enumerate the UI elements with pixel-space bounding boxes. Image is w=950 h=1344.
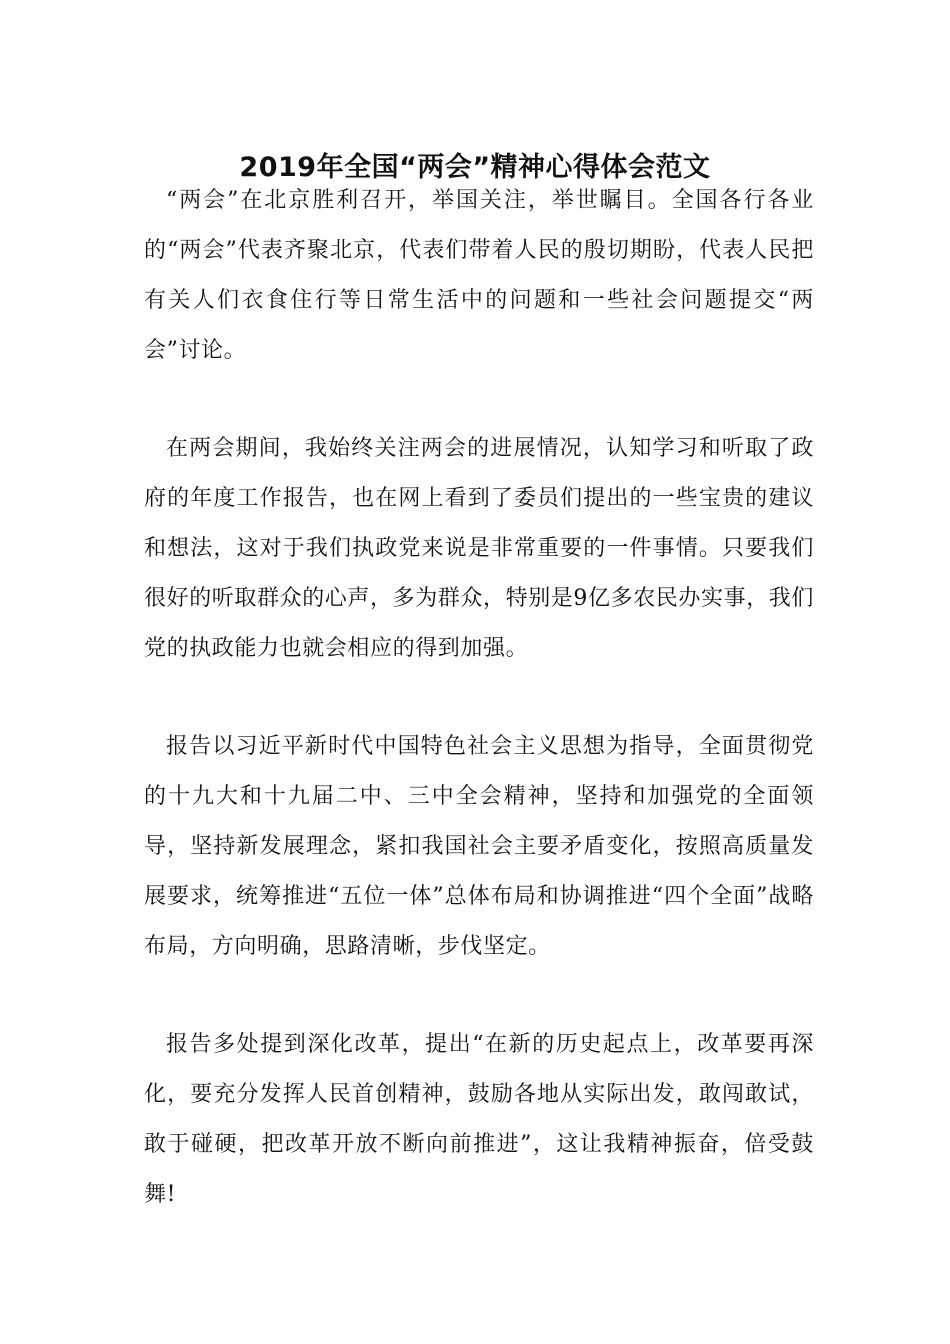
document-title: 2019年全国“两会”精神心得体会范文 <box>239 152 711 184</box>
paragraph-1: “两会”在北京胜利召开，举国关注，举世瞩目。全国各行各业的“两会”代表齐聚北京，代表们带着人民的殷切期盼，代表人民把有关人们衣食住行等日常生活中的问题和一些社会问题提交“两会”讨论。 <box>144 188 814 363</box>
paragraph-4: 报告多处提到深化改革，提出“在新的历史起点上，改革要再深化，要充分发挥人民首创精神，鼓励各地从实际出发，敢闯敢试，敢于碰硬，把改革开放不断向前推进”，这让我精神振奋，倍受鼓舞! <box>144 1032 814 1207</box>
paragraph-2: 在两会期间，我始终关注两会的进展情况，认知学习和听取了政府的年度工作报告，也在网上看到了委员们提出的一些宝贵的建议和想法，这对于我们执政党来说是非常重要的一件事情。只要我们很好的听取群众的心声，多为群众，特别是9亿多农民办实事，我们党的执政能力也就会相应的得到加强。 <box>144 436 814 661</box>
paragraph-3: 报告以习近平新时代中国特色社会主义思想为指导，全面贯彻党的十九大和十九届二中、三中全会精神，坚持和加强党的全面领导，坚持新发展理念，紧扣我国社会主要矛盾变化，按照高质量发展要求，统筹推进“五位一体”总体布局和协调推进“四个全面”战略布局，方向明确，思路清晰，步伐坚定。 <box>144 734 814 959</box>
